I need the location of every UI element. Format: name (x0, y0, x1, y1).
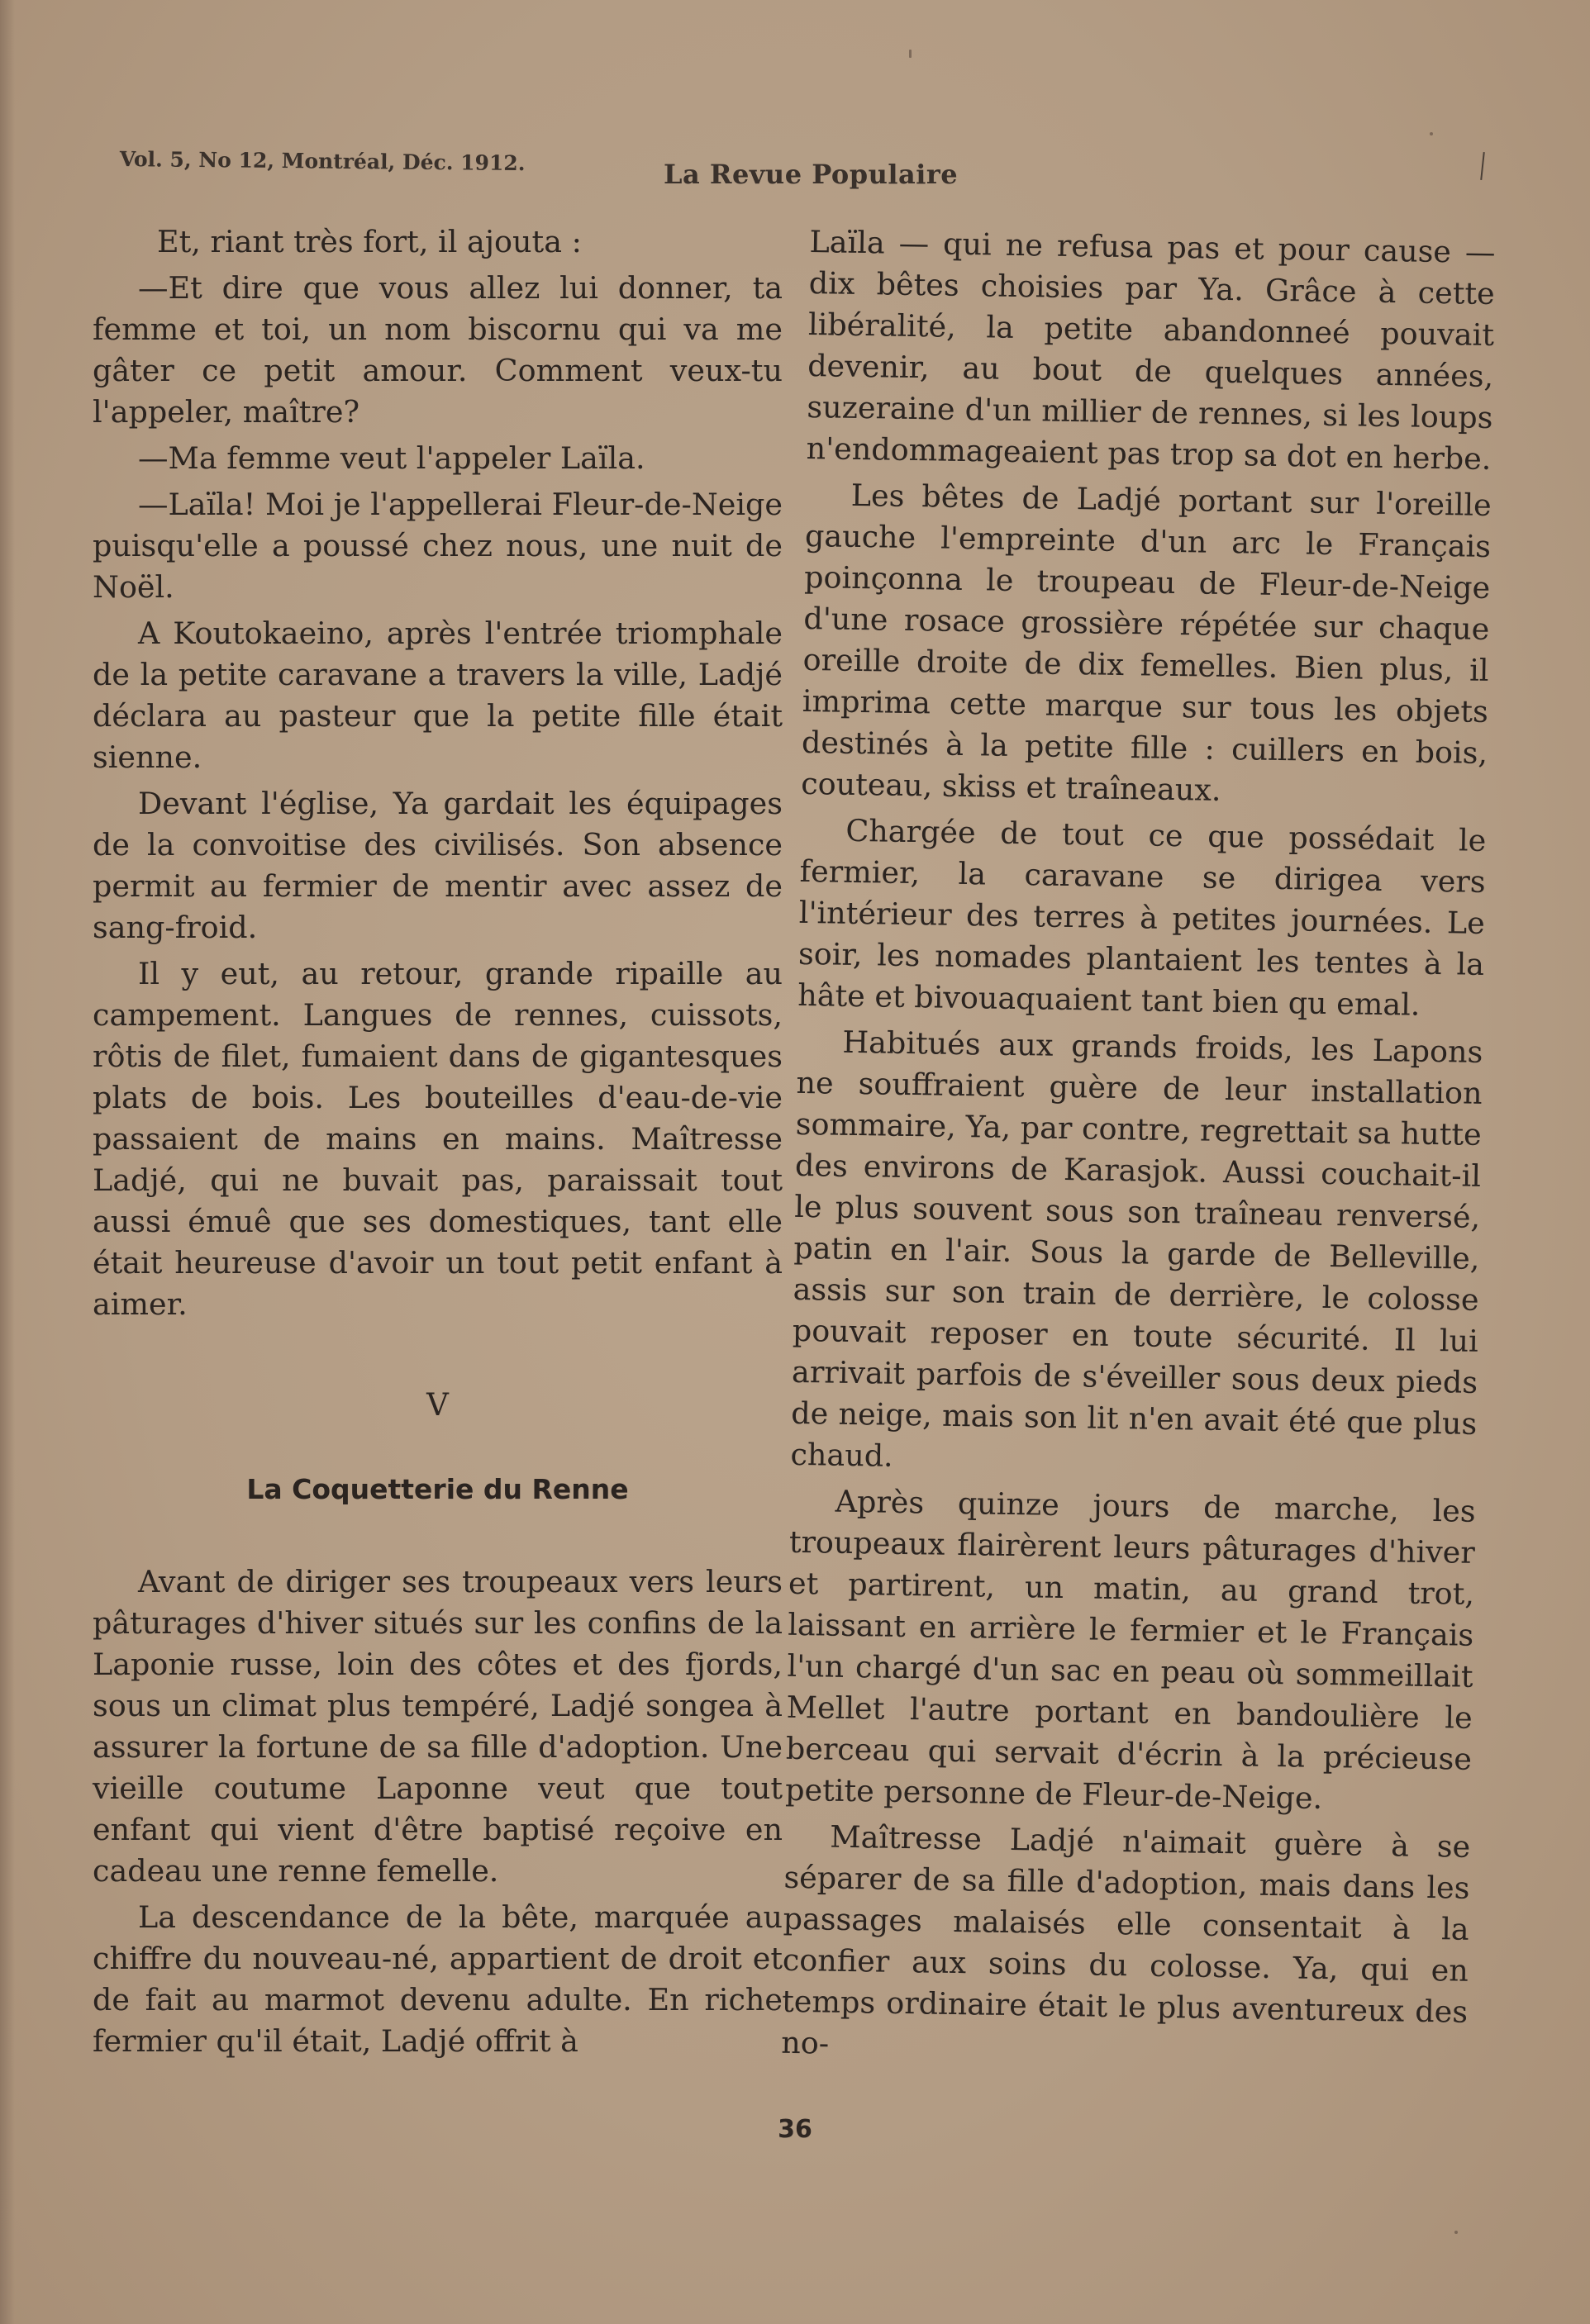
paragraph: A Koutokaeino, après l'entrée triomphale de la petite caravane a travers la ville, Ladjé déclara au pasteur que la petite fille était sienne. (93, 615, 783, 775)
paragraph: Devant l'église, Ya gardait les équipages de la convoitise des civilisés. Son absence permit au fermier de mentir avec assez de sang-froid. (93, 786, 783, 945)
page-header (120, 147, 1483, 197)
chapter-title: La Coquetterie du Renne (246, 1473, 629, 1505)
paragraph: Avant de diriger ses troupeaux vers leurs pâturages d'hiver situés sur les confins de la Laponie russe, loin des côtes et des fjords, sous un climat plus tempéré, Ladjé songea à assurer la fortune de sa fille d'adoption. Une vieille coutume Laponne veut que tout enfant qui vient d'être baptisé reçoive en cadeau une renne femelle. (93, 1564, 783, 1889)
paragraph: La descendance de la bête, marquée au chiffre du nouveau-né, appartient de droit et de fait au marmot devenu adulte. En riche fermier qu'il était, Ladjé offrit à (93, 1899, 783, 2059)
paragraph: Habitués aux grands froids, les Lapons ne souffraient guère de leur installation sommaire, Ya, par contre, regrettait sa hutte des environs de Karasjok. Aussi couchait-il le plus souvent sous son traîneau renversé, patin en l'air. Sous la garde de Belleville, assis sur son train de derrière, le colosse pouvait reposer en toute sécurité. Il lui arrivait parfois de s'éveiller sous deux pieds de neige, mais son lit n'en avait été que plus chaud. (790, 1024, 1483, 1474)
pen-mark (1480, 152, 1485, 180)
page-number: 36 (778, 2115, 812, 2144)
paragraph: Les bêtes de Ladjé portant sur l'oreille gauche l'empreinte d'un arc le Français poinçonna le troupeau de Fleur-de-Neige d'une rosace grossière répétée sur chaque oreille droite de dix femelles. Bien plus, il imprima cette marque sur tous les objets destinés à la petite fille : cuillers en bois, couteau, skiss et traîneaux. (800, 477, 1492, 808)
paragraph: Et, riant très fort, il ajouta : (157, 224, 582, 259)
paragraph: Laïla — qui ne refusa pas et pour cause — dix bêtes choisies par Ya. Grâce à cette libéralité, la petite abandonneé pouvait devenir, au bout de quelques années, suzeraine d'un millier de rennes, si les loups n'endommageaient pas trop sa dot en herbe. (806, 223, 1496, 477)
paragraph: —Et dire que vous allez lui donner, ta femme et toi, un nom biscornu qui va me gâter ce petit amour. Comment veux-tu l'appeler, maître? (93, 270, 783, 430)
paper-speck (1454, 2231, 1458, 2234)
paragraph: Il y eut, au retour, grande ripaille au campement. Langues de rennes, cuissots, rôtis de filet, fumaient dans de gigantesques plats de bois. Les bouteilles d'eau-de-vie passaient de mains en mains. Maîtresse Ladjé, qui ne buvait pas, paraissait tout aussi émuê que ses domestiques, tant elle était heureuse d'avoir un tout petit enfant à aimer. (93, 956, 783, 1322)
right-column (781, 221, 1496, 2074)
paragraph: —Laïla! Moi je l'appellerai Fleur-de-Neige puisqu'elle a poussé chez nous, une nuit de Noël. (93, 487, 783, 605)
volume-info: Vol. 5, No 12, Montréal, Déc. 1912. (119, 147, 526, 176)
paper-speck (909, 50, 912, 58)
chapter-number: V (426, 1387, 449, 1423)
paper-speck (1430, 132, 1433, 135)
page-edge-shadow (0, 0, 15, 2324)
paragraph: —Ma femme veut l'appeler Laïla. (138, 440, 645, 476)
left-column (93, 221, 783, 2062)
paragraph: Après quinze jours de marche, les troupeaux flairèrent leurs pâturages d'hiver et partirent, un matin, au grand trot, laissant en arrière le fermier et le Français l'un chargé d'un sac en peau où sommeillait Mellet l'autre portant en bandoulière le berceau qui servait d'écrin à la précieuse petite personne de Fleur-de-Neige. (784, 1483, 1476, 1816)
paragraph: Maîtresse Ladjé n'aimait guère à se séparer de sa fille d'adoption, mais dans les passages malaisés elle consentait à la confier aux soins du colosse. Ya, qui en temps ordinaire était le plus aventureux des no- (781, 1818, 1471, 2061)
paragraph: Chargée de tout ce que possédait le fermier, la caravane se dirigea vers l'intérieur des terres à petites journées. Le soir, les nomades plantaient les tentes à la hâte et bivouaquaient tant bien qu emal. (797, 812, 1487, 1023)
publication-title: La Revue Populaire (664, 159, 959, 190)
